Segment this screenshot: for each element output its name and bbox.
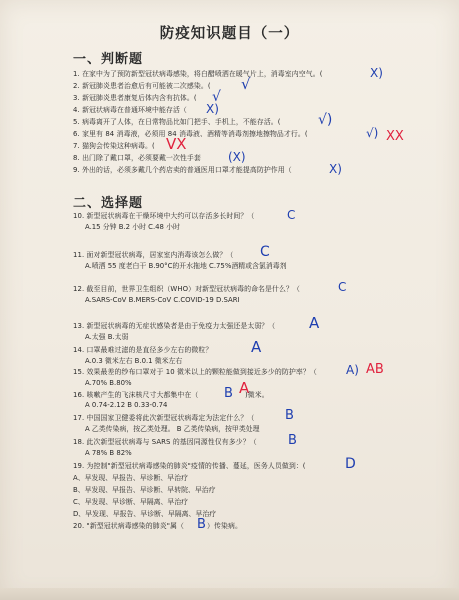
answer-8: (X) (228, 150, 246, 164)
question-20-tail: ）传染病。 (207, 522, 242, 530)
answer-15-correction: AB (366, 362, 384, 377)
answer-7: VX (166, 135, 187, 153)
options-15: A.70% B.80% (85, 379, 132, 387)
option-19-c: C、早发现、早诊断、早隔离、早治疗 (73, 498, 189, 506)
options-17: A 乙类传染病，按乙类处理。 B 乙类传染病，按甲类处理 (85, 425, 260, 433)
question-20: 20. "新型冠状病毒感染的肺炎"属（ (73, 522, 184, 530)
answer-1: X) (370, 66, 383, 80)
section-heading-judgement: 一、判断题 (73, 52, 144, 67)
question-7: 7. 猫狗会传染这种病毒。( (73, 142, 155, 150)
question-11: 11. 面对新型冠状病毒，居家室内消毒该怎么做？（ (73, 251, 234, 259)
answer-6: √) (366, 126, 379, 140)
question-6: 6. 家里有 84 消毒液，必须用 84 消毒液、酒精等消毒剂擦地擦物品才行。( (73, 130, 308, 138)
answer-9: X) (329, 162, 342, 176)
question-4: 4. 新冠状病毒在普通环境中能存活（ (73, 106, 187, 114)
section-heading-choice: 二、选择题 (73, 196, 144, 211)
option-19-a: A、早发现、早报告、早诊断、早治疗 (73, 474, 188, 482)
options-10: A.15 分钟 B.2 小时 C.48 小时 (85, 223, 180, 231)
answer-18: B (288, 433, 297, 448)
question-3: 3. 新冠肺炎患者康复后体内含有抗体。( (73, 94, 197, 102)
answer-6-correction: XX (386, 129, 404, 144)
answer-11: C (260, 244, 270, 260)
question-15: 15. 效果最差的纱布口罩对于 10 微米以上的颗粒能做到接近多少的防护率？（ (73, 368, 317, 376)
answer-16: B (224, 386, 233, 401)
question-5: 5. 病毒离开了人体，在日常物品比如门把手、手机上，不能存活。( (73, 118, 281, 126)
answer-13: A (309, 314, 320, 332)
option-19-b: B、早发现、早报告、早诊断、早转院、早治疗 (73, 486, 216, 494)
options-18: A 78% B 82% (85, 449, 132, 457)
question-17: 17. 中国国家卫健委将此次新型冠状病毒定为法定什么？（ (73, 414, 255, 422)
question-10: 10. 新型冠状病毒在干燥环境中大约可以存活多长时间？（ (73, 212, 255, 220)
answer-16-correction: A (239, 379, 250, 397)
answer-10: C (287, 208, 296, 222)
question-13: 13. 新型冠状病毒的无症状感染者是由于免疫力太强还是太弱？（ (73, 322, 276, 330)
options-13: A.太强 B.太弱 (85, 333, 129, 341)
question-9: 9. 外出的话，必须多戴几个药店卖的普通医用口罩才能提高防护作用（ (73, 166, 292, 174)
page-bottom-edge (0, 588, 459, 600)
answer-2: √ (241, 75, 251, 93)
question-19: 19. 为控制"新型冠状病毒感染的肺炎"疫情的传播、蔓延，医务人员做到：( (73, 462, 306, 470)
question-12: 12. 截至目前，世界卫生组织（WHO）对新型冠状病毒的命名是什么？（ (73, 285, 301, 293)
question-14: 14. 口罩最难过滤的是直径多少左右的微粒？ (73, 346, 213, 354)
question-16-tail: )微米。 (245, 391, 269, 399)
options-14: A.0.3 微米左右 B.0.1 微米左右 (85, 357, 183, 365)
question-2: 2. 新冠肺炎患者治愈后有可能被二次感染。( (73, 82, 211, 90)
question-16: 16. 咳嗽产生的飞沫核尺寸大都集中在（ (73, 391, 199, 399)
answer-15: A) (346, 363, 359, 377)
answer-14: A (251, 338, 262, 356)
options-11: A.喷洒 55 度老白干 B.90°C的开水拖地 C.75%酒精或含氯消毒剂 (85, 262, 287, 270)
answer-17: B (285, 408, 294, 423)
question-18: 18. 此次新型冠状病毒与 SARS 的基因同源性仅有多少？（ (73, 438, 257, 446)
options-12: A.SARS-CoV B.MERS-CoV C.COVID-19 D.SARI (85, 296, 240, 304)
answer-12: C (338, 280, 347, 294)
answer-20: B (197, 517, 206, 532)
answer-19: D (345, 456, 356, 472)
question-8: 8. 出门除了戴口罩，必须要戴一次性手套 (73, 154, 201, 162)
options-16: A 0.74-2.12 B 0.33-0.74 (85, 401, 168, 409)
page-title: 防疫知识题目（一） (159, 26, 300, 42)
question-1: 1. 在家中为了预防新型冠状病毒感染，将白醋喷洒在暖气片上，消毒室内空气。( (73, 70, 323, 78)
answer-4: X) (206, 102, 219, 116)
answer-5: √) (318, 112, 333, 128)
option-19-d: D、早发现、早报告、早诊断、早隔离、早治疗 (73, 510, 217, 518)
answer-3: √ (212, 89, 221, 105)
